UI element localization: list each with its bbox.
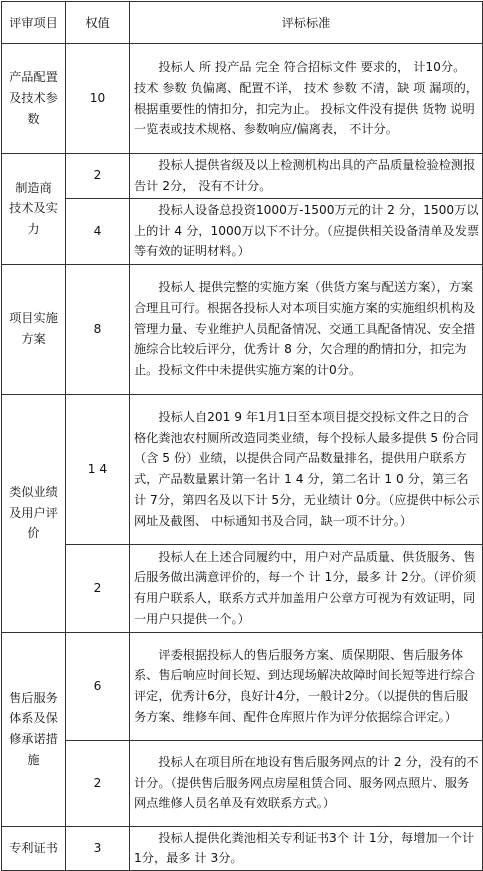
standard-text: 投标人 所 投产品 完全 符合招标文件 要求的， 计10分。 技术 参数 负偏离、配置不详， 技术 参数 不清，缺 项 漏项的， 根据重要性的情扣分，扣完为止。 投标文件没有提供 货物 说明一览表或技术规格、参数响应/偏离表， 不计分。 (134, 59, 478, 137)
item-cell: 售后服务体系及保修承诺措施 (2, 632, 66, 826)
standard-cell (130, 154, 483, 199)
standard-text: 投标人在上述合同履约中，用户对产品质量、供货服务、售后服务做出满意评价的，每一个 计 1分，最多 计 2分。（评价须有用户联系人，联系方式并加盖用户公章方可视为有效证明，同一用户只提供一个。） (134, 549, 476, 626)
standard-cell (130, 44, 483, 154)
table-row (2, 198, 483, 264)
standard-text: 投标人自201 9 年1月1日至本项目提交投标文件之日的合格化粪池农村厕所改造同类业绩，每个投标人最多提供 5 份合同（含 5 份）业绩，以提供合同产品数量排名，提供用户联系方式，产品数量累计第一名计 1 4 分，第二名计 1 0 分，第三名计 7分，第四名及以下计 5分，无业绩计 0分。（应提供中标公示网址及截图、 中标通知书及合同，缺一项不计分。） (134, 409, 480, 528)
standard-text: 投标人设备总投资1000万-1500万元的计 2 分，1500万以上的计 4 分，1000万以下不计分。（应提供相关设备清单及发票等有效的证明材料。） (134, 202, 480, 259)
item-cell: 项目实施方案 (2, 264, 66, 394)
weight-cell: 1 4 (66, 394, 130, 544)
standard-cell (130, 632, 483, 740)
item-cell: 类似业绩及用户评价 (2, 394, 66, 632)
standard-text: 投标人 提供完整的实施方案（供货方案与配送方案），方案合理且可行。根据各投标人对本项目实施方案的实施组织机构及管理力量、专业维护人员配备情况、交通工具配备情况、安全措施综合比较后评分，优秀计 8 分，欠合理的酌情扣分，扣完为止。投标文件中未提供实施方案的计0分。 (134, 280, 476, 378)
header-standard: 评标标准 (130, 2, 483, 44)
weight-cell: 4 (66, 198, 130, 264)
standard-cell (130, 198, 483, 264)
standard-text: 评委根据投标人的售后服务方案、质保期限、售后服务体系、售后响应时间长短、到达现场解决故障时间长短等进行综合评定，优秀计6分，良好计4分，一般计2分。（以提供的售后服务方案、维修车间、配件仓库照片作为评分依据综合评定。） (134, 647, 476, 724)
standard-cell (130, 264, 483, 394)
table-row (2, 740, 483, 826)
table-row (2, 394, 483, 544)
header-item: 评审项目 (2, 2, 66, 44)
weight-cell: 2 (66, 154, 130, 199)
weight-cell: 6 (66, 632, 130, 740)
standard-cell (130, 740, 483, 826)
standard-cell (130, 394, 483, 544)
weight-cell: 3 (66, 826, 130, 871)
weight-cell: 2 (66, 544, 130, 632)
weight-cell: 8 (66, 264, 130, 394)
standard-cell (130, 826, 483, 871)
weight-cell: 10 (66, 44, 130, 154)
standard-text: 投标人提供化粪池相关专利证书3个 计 1分，每增加一个计1分，最多 计 3分。 (134, 830, 475, 866)
weight-cell: 2 (66, 740, 130, 826)
item-cell: 制造商 技术及实力 (2, 154, 66, 265)
standard-cell (130, 544, 483, 632)
table-header-row (2, 2, 483, 44)
standard-text: 投标人提供省级及以上检测机构出具的产品质量检验检测报告计 2分， 没有不计分。 (134, 158, 476, 193)
table-row (2, 44, 483, 154)
scoring-table (1, 1, 483, 871)
item-cell: 专利证书 (2, 826, 66, 871)
item-cell: 产品配置及技术参数 (2, 44, 66, 154)
table-row (2, 264, 483, 394)
table-row (2, 154, 483, 199)
standard-text: 投标人在项目所在地设有售后服务网点的计 2 分，没有的不计分。（提供售后服务网点房屋租赁合同、服务网点照片、服务网点维修人员名单及有效联系方式。） (134, 754, 479, 811)
table-row (2, 544, 483, 632)
table-row (2, 632, 483, 740)
header-weight: 权值 (66, 2, 130, 44)
table-row (2, 826, 483, 871)
